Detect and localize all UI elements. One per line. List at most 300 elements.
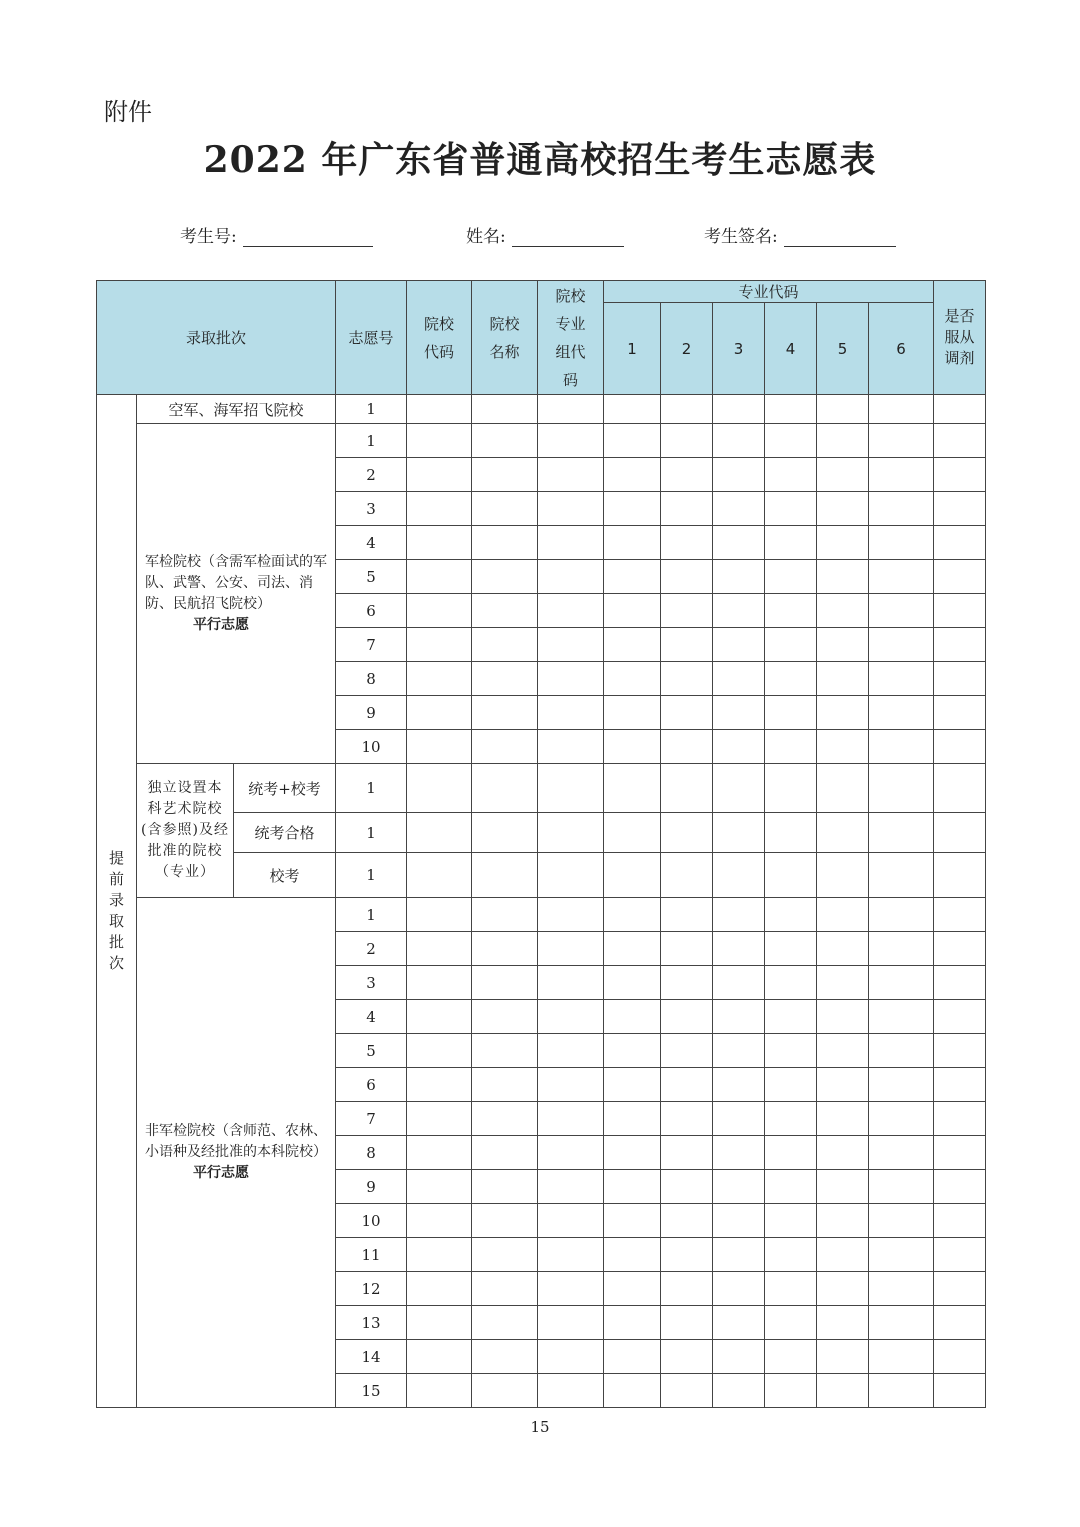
input-cell[interactable] <box>661 594 713 628</box>
input-cell[interactable] <box>934 1102 986 1136</box>
input-cell[interactable] <box>765 1374 817 1408</box>
input-cell[interactable] <box>604 1272 661 1306</box>
input-cell[interactable] <box>407 696 472 730</box>
input-cell[interactable] <box>869 458 934 492</box>
input-cell[interactable] <box>661 628 713 662</box>
input-cell[interactable] <box>934 1374 986 1408</box>
input-cell[interactable] <box>934 764 986 813</box>
input-cell[interactable] <box>817 932 869 966</box>
input-cell[interactable] <box>407 526 472 560</box>
input-cell[interactable] <box>765 898 817 932</box>
input-cell[interactable] <box>713 395 765 424</box>
input-cell[interactable] <box>407 1170 472 1204</box>
input-cell[interactable] <box>661 424 713 458</box>
input-cell[interactable] <box>765 628 817 662</box>
input-cell[interactable] <box>604 1000 661 1034</box>
input-cell[interactable] <box>407 1204 472 1238</box>
input-cell[interactable] <box>934 1136 986 1170</box>
wish-number: 15 <box>336 1374 407 1408</box>
input-cell[interactable] <box>472 662 538 696</box>
input-cell[interactable] <box>661 696 713 730</box>
input-cell[interactable] <box>407 492 472 526</box>
input-cell[interactable] <box>661 730 713 764</box>
input-cell[interactable] <box>472 628 538 662</box>
input-cell[interactable] <box>934 1204 986 1238</box>
input-cell[interactable] <box>604 1034 661 1068</box>
input-cell[interactable] <box>661 813 713 853</box>
input-cell[interactable] <box>713 1170 765 1204</box>
input-cell[interactable] <box>472 1136 538 1170</box>
input-cell[interactable] <box>661 853 713 898</box>
input-cell[interactable] <box>538 1068 604 1102</box>
input-cell[interactable] <box>765 1034 817 1068</box>
input-cell[interactable] <box>604 1204 661 1238</box>
input-cell[interactable] <box>538 1102 604 1136</box>
input-cell[interactable] <box>869 696 934 730</box>
input-cell[interactable] <box>538 1272 604 1306</box>
input-cell[interactable] <box>713 764 765 813</box>
input-cell[interactable] <box>604 628 661 662</box>
input-cell[interactable] <box>869 1374 934 1408</box>
input-cell[interactable] <box>934 696 986 730</box>
input-cell[interactable] <box>869 1238 934 1272</box>
input-cell[interactable] <box>407 1374 472 1408</box>
input-cell[interactable] <box>934 932 986 966</box>
input-cell[interactable] <box>661 1068 713 1102</box>
input-cell[interactable] <box>817 853 869 898</box>
input-cell[interactable] <box>817 1034 869 1068</box>
input-cell[interactable] <box>604 730 661 764</box>
input-cell[interactable] <box>765 560 817 594</box>
input-cell[interactable] <box>407 395 472 424</box>
input-cell[interactable] <box>817 1374 869 1408</box>
input-cell[interactable] <box>407 628 472 662</box>
input-cell[interactable] <box>934 730 986 764</box>
input-cell[interactable] <box>869 1272 934 1306</box>
input-cell[interactable] <box>538 662 604 696</box>
input-cell[interactable] <box>407 1068 472 1102</box>
input-cell[interactable] <box>765 764 817 813</box>
input-cell[interactable] <box>713 1034 765 1068</box>
input-cell[interactable] <box>661 526 713 560</box>
input-cell[interactable] <box>765 424 817 458</box>
input-cell[interactable] <box>538 526 604 560</box>
input-cell[interactable] <box>538 764 604 813</box>
input-cell[interactable] <box>538 1340 604 1374</box>
input-cell[interactable] <box>934 1306 986 1340</box>
input-cell[interactable] <box>407 1272 472 1306</box>
input-cell[interactable] <box>661 1102 713 1136</box>
input-cell[interactable] <box>817 1340 869 1374</box>
input-cell[interactable] <box>934 898 986 932</box>
signature-field[interactable] <box>704 222 896 247</box>
input-cell[interactable] <box>472 492 538 526</box>
input-cell[interactable] <box>713 662 765 696</box>
input-cell[interactable] <box>713 1340 765 1374</box>
input-cell[interactable] <box>407 560 472 594</box>
input-cell[interactable] <box>869 526 934 560</box>
input-cell[interactable] <box>472 898 538 932</box>
input-cell[interactable] <box>934 492 986 526</box>
header-wish-no: 志愿号 <box>336 281 407 395</box>
input-cell[interactable] <box>869 1000 934 1034</box>
input-cell[interactable] <box>472 1374 538 1408</box>
input-cell[interactable] <box>538 813 604 853</box>
input-cell[interactable] <box>713 526 765 560</box>
input-cell[interactable] <box>661 662 713 696</box>
input-cell[interactable] <box>661 1034 713 1068</box>
input-cell[interactable] <box>934 395 986 424</box>
input-cell[interactable] <box>765 662 817 696</box>
input-cell[interactable] <box>817 424 869 458</box>
input-cell[interactable] <box>869 395 934 424</box>
input-cell[interactable] <box>869 966 934 1000</box>
input-cell[interactable] <box>817 898 869 932</box>
input-cell[interactable] <box>407 424 472 458</box>
input-cell[interactable] <box>817 764 869 813</box>
input-cell[interactable] <box>538 730 604 764</box>
input-cell[interactable] <box>472 526 538 560</box>
name-field[interactable] <box>466 222 624 247</box>
input-cell[interactable] <box>934 526 986 560</box>
input-cell[interactable] <box>604 458 661 492</box>
input-cell[interactable] <box>661 560 713 594</box>
input-cell[interactable] <box>817 594 869 628</box>
input-cell[interactable] <box>934 424 986 458</box>
input-cell[interactable] <box>869 662 934 696</box>
input-cell[interactable] <box>472 1000 538 1034</box>
input-cell[interactable] <box>713 1238 765 1272</box>
input-cell[interactable] <box>934 458 986 492</box>
input-cell[interactable] <box>869 1170 934 1204</box>
input-cell[interactable] <box>817 1238 869 1272</box>
input-cell[interactable] <box>407 898 472 932</box>
input-cell[interactable] <box>934 1068 986 1102</box>
input-cell[interactable] <box>472 1272 538 1306</box>
input-cell[interactable] <box>713 813 765 853</box>
input-cell[interactable] <box>713 1306 765 1340</box>
input-cell[interactable] <box>869 560 934 594</box>
input-cell[interactable] <box>472 1068 538 1102</box>
input-cell[interactable] <box>869 424 934 458</box>
input-cell[interactable] <box>713 1068 765 1102</box>
input-cell[interactable] <box>934 1170 986 1204</box>
input-cell[interactable] <box>869 1034 934 1068</box>
input-cell[interactable] <box>817 696 869 730</box>
input-cell[interactable] <box>765 526 817 560</box>
input-cell[interactable] <box>765 594 817 628</box>
input-cell[interactable] <box>472 696 538 730</box>
input-cell[interactable] <box>604 1136 661 1170</box>
input-cell[interactable] <box>472 1102 538 1136</box>
input-cell[interactable] <box>765 1102 817 1136</box>
input-cell[interactable] <box>934 1340 986 1374</box>
input-cell[interactable] <box>604 696 661 730</box>
input-cell[interactable] <box>472 1170 538 1204</box>
input-cell[interactable] <box>407 932 472 966</box>
input-cell[interactable] <box>817 1272 869 1306</box>
input-cell[interactable] <box>472 594 538 628</box>
input-cell[interactable] <box>407 853 472 898</box>
input-cell[interactable] <box>538 1204 604 1238</box>
input-cell[interactable] <box>538 458 604 492</box>
input-cell[interactable] <box>765 395 817 424</box>
input-cell[interactable] <box>713 424 765 458</box>
input-cell[interactable] <box>661 764 713 813</box>
input-cell[interactable] <box>817 395 869 424</box>
input-cell[interactable] <box>817 1102 869 1136</box>
input-cell[interactable] <box>869 898 934 932</box>
input-cell[interactable] <box>817 813 869 853</box>
input-cell[interactable] <box>604 764 661 813</box>
input-cell[interactable] <box>934 966 986 1000</box>
input-cell[interactable] <box>817 492 869 526</box>
input-cell[interactable] <box>538 1136 604 1170</box>
input-cell[interactable] <box>817 628 869 662</box>
input-cell[interactable] <box>472 1034 538 1068</box>
input-cell[interactable] <box>472 813 538 853</box>
input-cell[interactable] <box>713 1374 765 1408</box>
input-cell[interactable] <box>934 662 986 696</box>
input-cell[interactable] <box>661 492 713 526</box>
input-cell[interactable] <box>661 1340 713 1374</box>
input-cell[interactable] <box>713 458 765 492</box>
input-cell[interactable] <box>604 853 661 898</box>
input-cell[interactable] <box>765 853 817 898</box>
input-cell[interactable] <box>407 730 472 764</box>
input-cell[interactable] <box>407 764 472 813</box>
input-cell[interactable] <box>661 1204 713 1238</box>
input-cell[interactable] <box>869 1340 934 1374</box>
input-cell[interactable] <box>538 853 604 898</box>
input-cell[interactable] <box>869 628 934 662</box>
input-cell[interactable] <box>661 1170 713 1204</box>
input-cell[interactable] <box>407 1034 472 1068</box>
input-cell[interactable] <box>538 898 604 932</box>
input-cell[interactable] <box>661 1000 713 1034</box>
input-cell[interactable] <box>765 492 817 526</box>
input-cell[interactable] <box>934 853 986 898</box>
input-cell[interactable] <box>765 1068 817 1102</box>
input-cell[interactable] <box>765 696 817 730</box>
input-cell[interactable] <box>538 1170 604 1204</box>
input-cell[interactable] <box>817 560 869 594</box>
input-cell[interactable] <box>538 1238 604 1272</box>
input-cell[interactable] <box>869 1306 934 1340</box>
input-cell[interactable] <box>604 424 661 458</box>
input-cell[interactable] <box>817 662 869 696</box>
input-cell[interactable] <box>604 594 661 628</box>
input-cell[interactable] <box>604 1340 661 1374</box>
input-cell[interactable] <box>713 730 765 764</box>
input-cell[interactable] <box>538 492 604 526</box>
input-cell[interactable] <box>869 594 934 628</box>
page-number: 15 <box>530 1418 550 1436</box>
input-cell[interactable] <box>765 1204 817 1238</box>
input-cell[interactable] <box>407 662 472 696</box>
input-cell[interactable] <box>604 560 661 594</box>
input-cell[interactable] <box>472 764 538 813</box>
input-cell[interactable] <box>765 1000 817 1034</box>
input-cell[interactable] <box>817 1306 869 1340</box>
input-cell[interactable] <box>407 813 472 853</box>
input-cell[interactable] <box>407 1306 472 1340</box>
input-cell[interactable] <box>765 813 817 853</box>
input-cell[interactable] <box>934 1034 986 1068</box>
input-cell[interactable] <box>604 1238 661 1272</box>
input-cell[interactable] <box>604 1068 661 1102</box>
input-cell[interactable] <box>713 966 765 1000</box>
input-cell[interactable] <box>661 458 713 492</box>
input-cell[interactable] <box>538 424 604 458</box>
input-cell[interactable] <box>869 853 934 898</box>
input-cell[interactable] <box>934 628 986 662</box>
input-cell[interactable] <box>661 395 713 424</box>
input-cell[interactable] <box>407 1000 472 1034</box>
input-cell[interactable] <box>713 932 765 966</box>
input-cell[interactable] <box>604 966 661 1000</box>
input-cell[interactable] <box>713 853 765 898</box>
input-cell[interactable] <box>817 1000 869 1034</box>
input-cell[interactable] <box>765 1306 817 1340</box>
input-cell[interactable] <box>604 492 661 526</box>
input-cell[interactable] <box>538 1000 604 1034</box>
input-cell[interactable] <box>604 898 661 932</box>
input-cell[interactable] <box>934 560 986 594</box>
input-cell[interactable] <box>538 1034 604 1068</box>
input-cell[interactable] <box>869 813 934 853</box>
input-cell[interactable] <box>869 730 934 764</box>
input-cell[interactable] <box>765 730 817 764</box>
input-cell[interactable] <box>604 1374 661 1408</box>
input-cell[interactable] <box>661 932 713 966</box>
input-cell[interactable] <box>407 1238 472 1272</box>
input-cell[interactable] <box>538 628 604 662</box>
input-cell[interactable] <box>604 932 661 966</box>
category-art: 独立设置本科艺术院校(含参照)及经批准的院校（专业） <box>137 764 234 898</box>
input-cell[interactable] <box>934 813 986 853</box>
input-cell[interactable] <box>407 966 472 1000</box>
wish-number: 14 <box>336 1340 407 1374</box>
input-cell[interactable] <box>661 966 713 1000</box>
input-cell[interactable] <box>472 1340 538 1374</box>
input-cell[interactable] <box>713 1102 765 1136</box>
input-cell[interactable] <box>407 1102 472 1136</box>
input-cell[interactable] <box>765 966 817 1000</box>
input-cell[interactable] <box>472 1238 538 1272</box>
header-group-code: 院校专业组代码 <box>538 281 604 395</box>
input-cell[interactable] <box>713 696 765 730</box>
input-cell[interactable] <box>538 1306 604 1340</box>
input-cell[interactable] <box>472 730 538 764</box>
input-cell[interactable] <box>765 1170 817 1204</box>
input-cell[interactable] <box>407 594 472 628</box>
input-cell[interactable] <box>713 1204 765 1238</box>
input-cell[interactable] <box>869 492 934 526</box>
input-cell[interactable] <box>713 560 765 594</box>
input-cell[interactable] <box>869 1102 934 1136</box>
input-cell[interactable] <box>472 424 538 458</box>
input-cell[interactable] <box>661 1238 713 1272</box>
input-cell[interactable] <box>713 1272 765 1306</box>
input-cell[interactable] <box>817 730 869 764</box>
input-cell[interactable] <box>713 628 765 662</box>
input-cell[interactable] <box>407 1340 472 1374</box>
input-cell[interactable] <box>817 458 869 492</box>
input-cell[interactable] <box>765 1272 817 1306</box>
input-cell[interactable] <box>817 1204 869 1238</box>
input-cell[interactable] <box>713 898 765 932</box>
input-cell[interactable] <box>407 458 472 492</box>
input-cell[interactable] <box>765 932 817 966</box>
input-cell[interactable] <box>604 662 661 696</box>
input-cell[interactable] <box>538 560 604 594</box>
input-cell[interactable] <box>538 594 604 628</box>
input-cell[interactable] <box>472 560 538 594</box>
input-cell[interactable] <box>538 932 604 966</box>
input-cell[interactable] <box>934 1238 986 1272</box>
input-cell[interactable] <box>661 1306 713 1340</box>
input-cell[interactable] <box>661 1136 713 1170</box>
input-cell[interactable] <box>869 764 934 813</box>
input-cell[interactable] <box>713 492 765 526</box>
input-cell[interactable] <box>472 395 538 424</box>
input-cell[interactable] <box>472 458 538 492</box>
input-cell[interactable] <box>604 813 661 853</box>
input-cell[interactable] <box>472 1204 538 1238</box>
input-cell[interactable] <box>472 853 538 898</box>
input-cell[interactable] <box>604 526 661 560</box>
input-cell[interactable] <box>869 1068 934 1102</box>
input-cell[interactable] <box>765 1136 817 1170</box>
input-cell[interactable] <box>934 1272 986 1306</box>
input-cell[interactable] <box>538 696 604 730</box>
input-cell[interactable] <box>604 1170 661 1204</box>
input-cell[interactable] <box>713 1136 765 1170</box>
input-cell[interactable] <box>817 1170 869 1204</box>
input-cell[interactable] <box>538 1374 604 1408</box>
input-cell[interactable] <box>661 1374 713 1408</box>
input-cell[interactable] <box>604 1102 661 1136</box>
input-cell[interactable] <box>472 966 538 1000</box>
input-cell[interactable] <box>817 1136 869 1170</box>
input-cell[interactable] <box>765 1340 817 1374</box>
input-cell[interactable] <box>407 1136 472 1170</box>
input-cell[interactable] <box>661 898 713 932</box>
input-cell[interactable] <box>604 395 661 424</box>
input-cell[interactable] <box>538 395 604 424</box>
input-cell[interactable] <box>472 1306 538 1340</box>
input-cell[interactable] <box>472 932 538 966</box>
input-cell[interactable] <box>713 594 765 628</box>
input-cell[interactable] <box>604 1306 661 1340</box>
input-cell[interactable] <box>869 1204 934 1238</box>
input-cell[interactable] <box>661 1272 713 1306</box>
input-cell[interactable] <box>817 966 869 1000</box>
input-cell[interactable] <box>934 1000 986 1034</box>
input-cell[interactable] <box>817 1068 869 1102</box>
input-cell[interactable] <box>869 1136 934 1170</box>
input-cell[interactable] <box>765 1238 817 1272</box>
input-cell[interactable] <box>765 458 817 492</box>
input-cell[interactable] <box>869 932 934 966</box>
exam-number-field[interactable] <box>180 222 373 247</box>
wish-number: 3 <box>336 966 407 1000</box>
input-cell[interactable] <box>817 526 869 560</box>
input-cell[interactable] <box>538 966 604 1000</box>
input-cell[interactable] <box>934 594 986 628</box>
input-cell[interactable] <box>713 1000 765 1034</box>
